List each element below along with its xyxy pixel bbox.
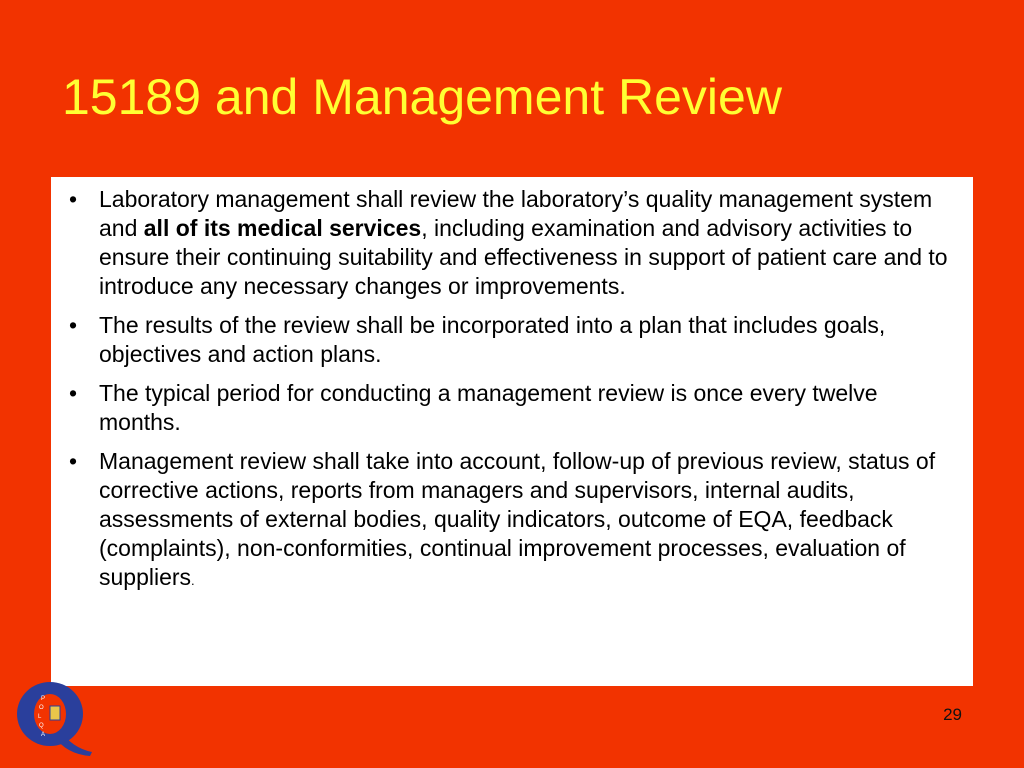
slide-title: 15189 and Management Review (62, 69, 782, 125)
bullet-marker: • (69, 312, 78, 338)
bullet-item (61, 185, 963, 301)
bullet-text: The typical period for conducting a management review is once every twelve months. (99, 380, 878, 435)
svg-text:A: A (41, 732, 46, 738)
bullet-item (61, 447, 963, 595)
svg-text:P: P (41, 696, 46, 702)
bullet-text: The results of the review shall be incorporated into a plan that includes goals, objectives and action plans. (99, 312, 886, 367)
svg-text:Q: Q (39, 723, 44, 729)
bullet-marker: • (69, 448, 78, 474)
svg-text:O: O (39, 705, 44, 711)
bullet-marker: • (69, 186, 78, 212)
page-number: 29 (943, 705, 962, 724)
bullet-text: Laboratory management shall review the laboratory’s quality management system and all of its medical services, including examination and advisory activities to ensure their continuing suitability and effectiveness in support of patient care and to introduce any necessary changes or improvements. (99, 186, 948, 299)
bold-emphasis: all of its medical services (143, 215, 422, 241)
bullet-text: Management review shall take into account, follow-up of previous review, status of corrective actions, reports from managers and supervisors, internal audits, assessments of external bodies, quality indicators, outcome of EQA, feedback (complaints), non-conformities, continual improvement processes, evaluation of suppliers. (99, 448, 936, 590)
bullet-marker: • (69, 380, 78, 406)
content-box (51, 177, 973, 686)
bullet-item (61, 379, 963, 437)
bullet-item (61, 311, 963, 369)
bullet-list (51, 177, 973, 595)
q-logo-icon (14, 678, 94, 756)
svg-text:L: L (38, 714, 42, 720)
